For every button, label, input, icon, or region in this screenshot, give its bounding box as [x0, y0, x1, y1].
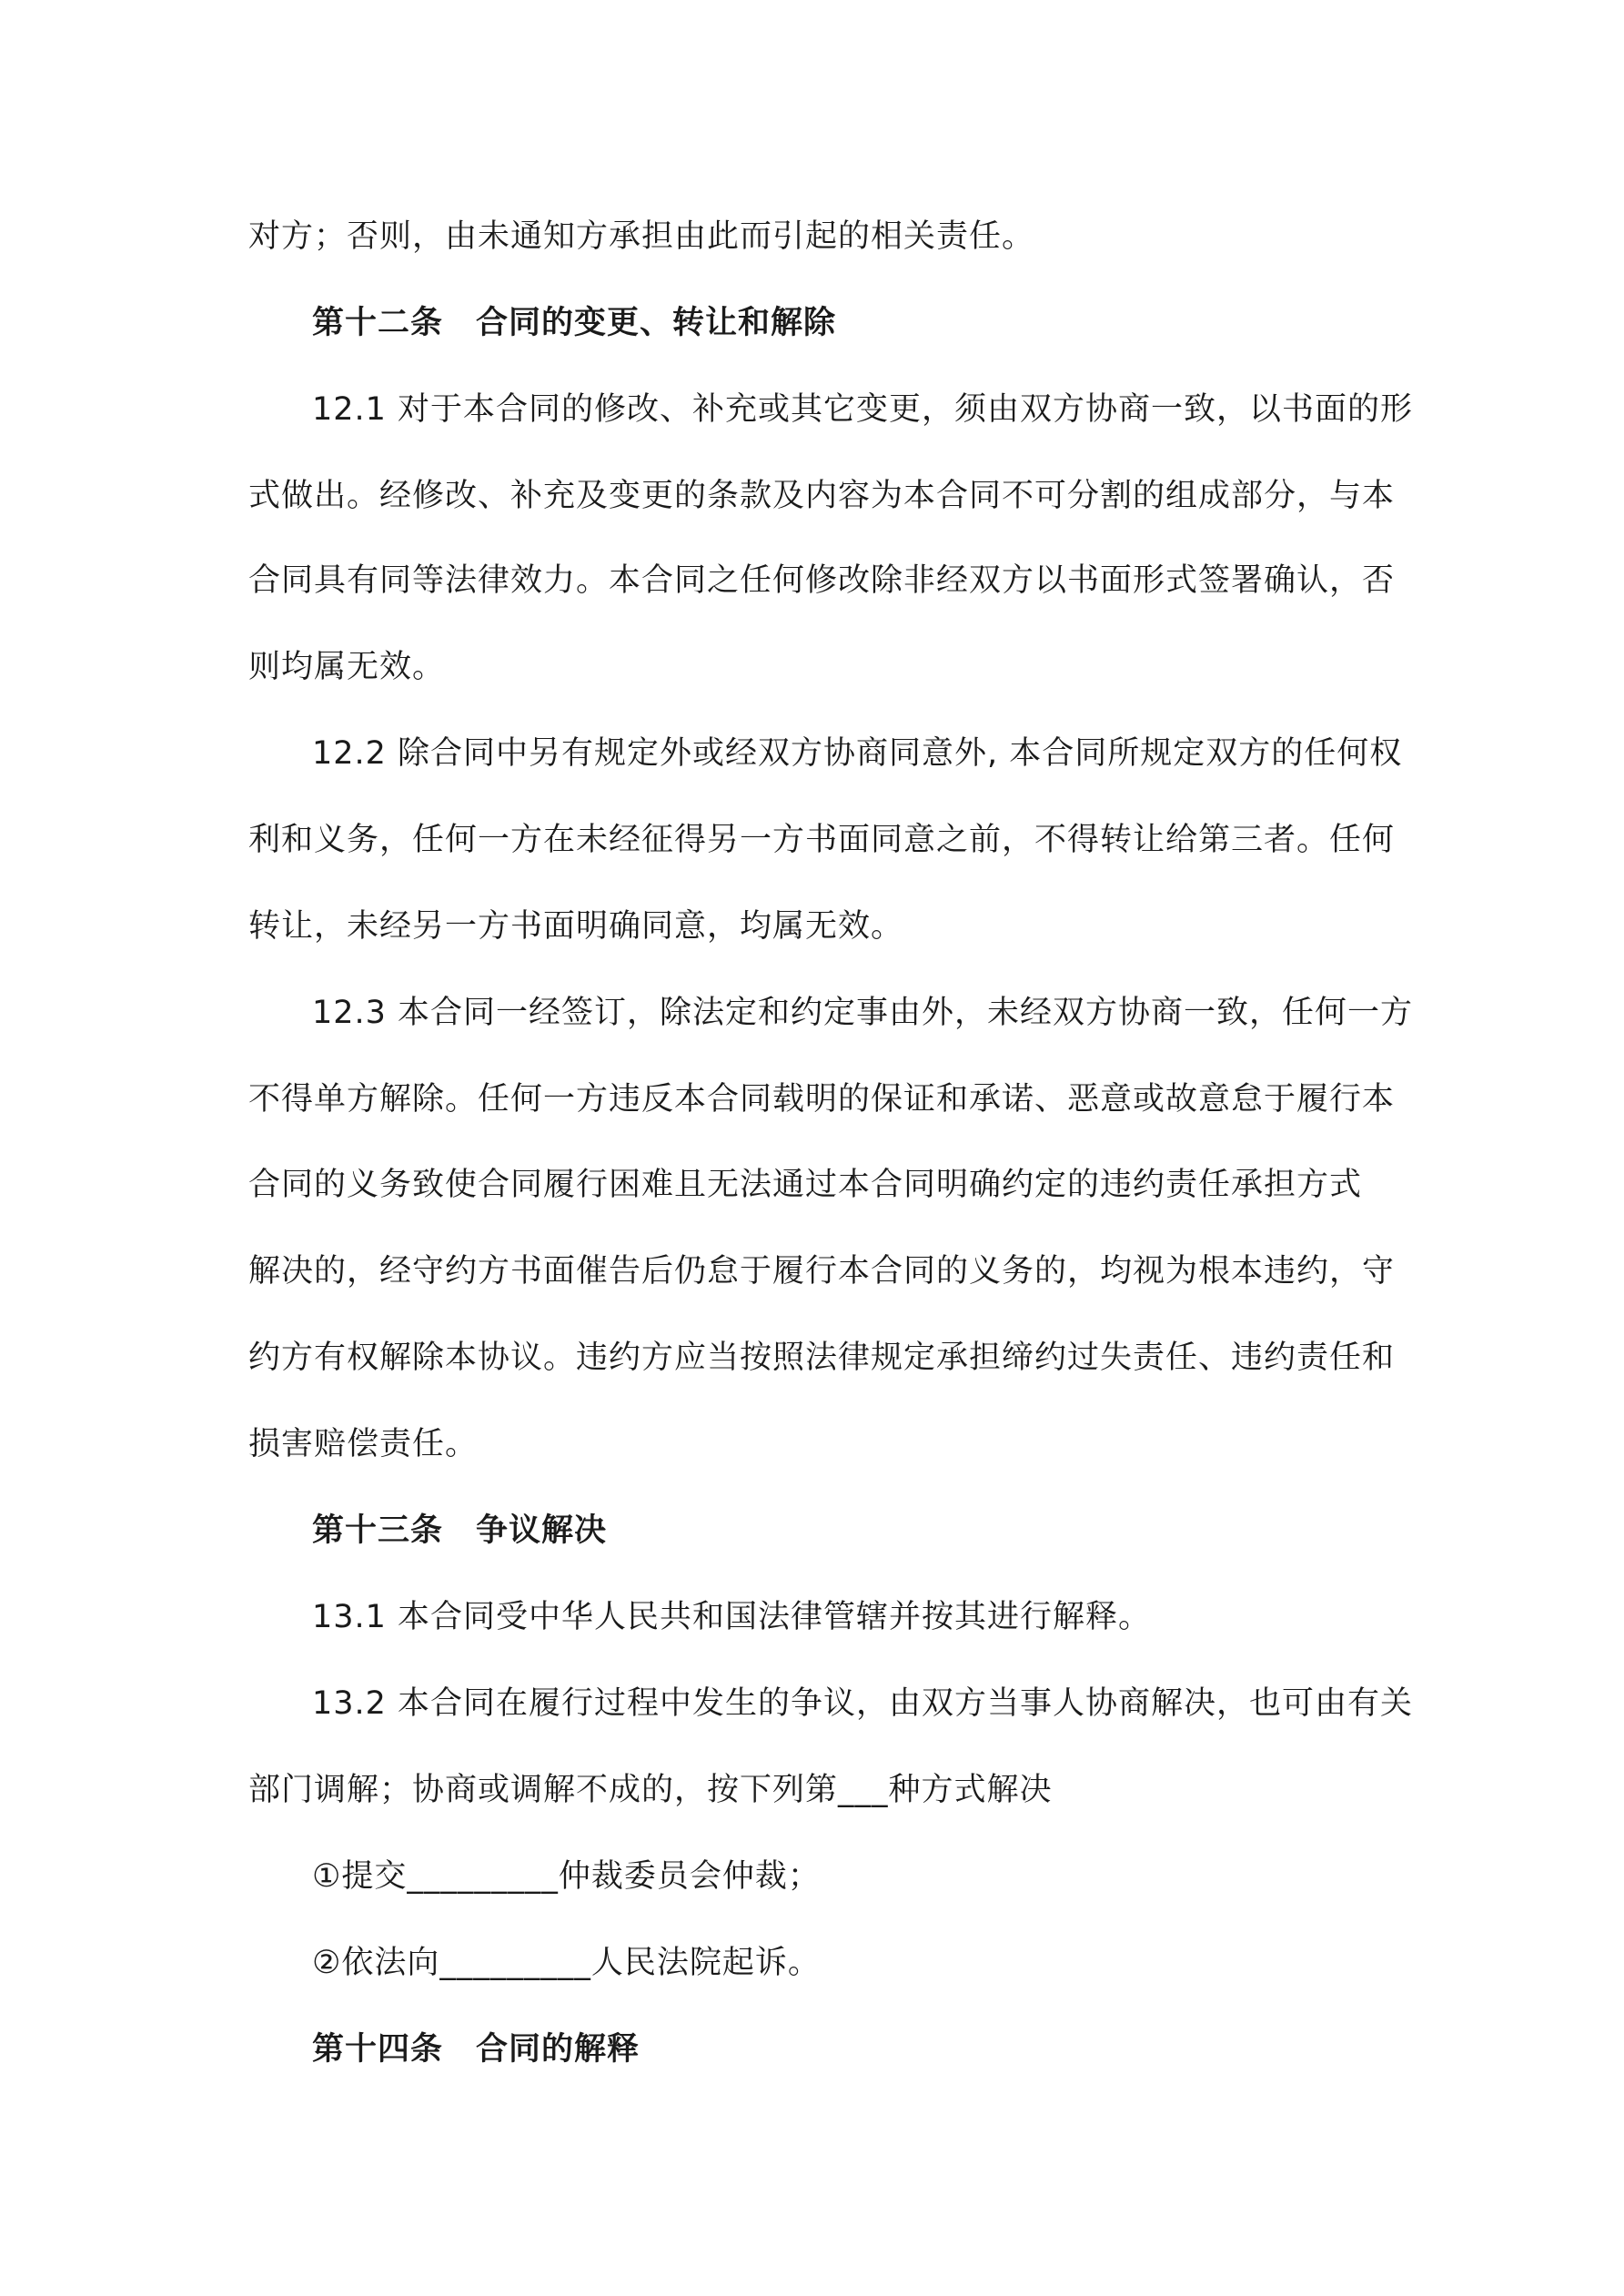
body-line: 则均属无效。 [248, 649, 446, 685]
body-line: 解决的，经守约方书面催告后仍怠于履行本合同的义务的，均视为根本违约，守 [248, 1253, 1396, 1290]
clause-12-3: 12.3 本合同一经签订，除法定和约定事由外，未经双方协商一致，任何一方 [312, 995, 1414, 1031]
section-heading-12: 第十二条 合同的变更、转让和解除 [312, 305, 837, 341]
clause-13-1: 13.1 本合同受中华人民共和国法律管辖并按其进行解释。 [312, 1599, 1152, 1635]
section-heading-14: 第十四条 合同的解释 [312, 2031, 641, 2068]
body-line: 利和义务，任何一方在未经征得另一方书面同意之前，不得转让给第三者。任何 [248, 822, 1396, 858]
body-line: 损害赔偿责任。 [248, 1426, 479, 1462]
clause-12-1: 12.1 对于本合同的修改、补充或其它变更，须由双方协商一致，以书面的形 [312, 391, 1414, 428]
body-line: 部门调解；协商或调解不成的，按下列第___种方式解决 [248, 1772, 1053, 1808]
body-line: 对方；否则，由未通知方承担由此而引起的相关责任。 [248, 218, 1035, 255]
body-line: 式做出。经修改、补充及变更的条款及内容为本合同不可分割的组成部分，与本 [248, 478, 1396, 514]
clause-12-2: 12.2 除合同中另有规定外或经双方协商同意外, 本合同所规定双方的任何权 [312, 735, 1403, 772]
body-line: 合同具有同等法律效力。本合同之任何修改除非经双方以书面形式签署确认，否 [248, 562, 1396, 599]
body-line: 约方有权解除本协议。违约方应当按照法律规定承担缔约过失责任、违约责任和 [248, 1340, 1396, 1376]
clause-13-2: 13.2 本合同在履行过程中发生的争议，由双方当事人协商解决，也可由有关 [312, 1685, 1414, 1722]
option-arbitration: ①提交_________仲裁委员会仲裁； [312, 1858, 821, 1895]
option-litigation: ②依法向_________人民法院起诉。 [312, 1945, 821, 1981]
body-line: 不得单方解除。任何一方违反本合同载明的保证和承诺、恶意或故意怠于履行本 [248, 1081, 1396, 1118]
body-line: 合同的义务致使合同履行困难且无法通过本合同明确约定的违约责任承担方式 [248, 1167, 1363, 1203]
body-line: 转让，未经另一方书面明确同意，均属无效。 [248, 908, 904, 945]
section-heading-13: 第十三条 争议解决 [312, 1512, 608, 1549]
